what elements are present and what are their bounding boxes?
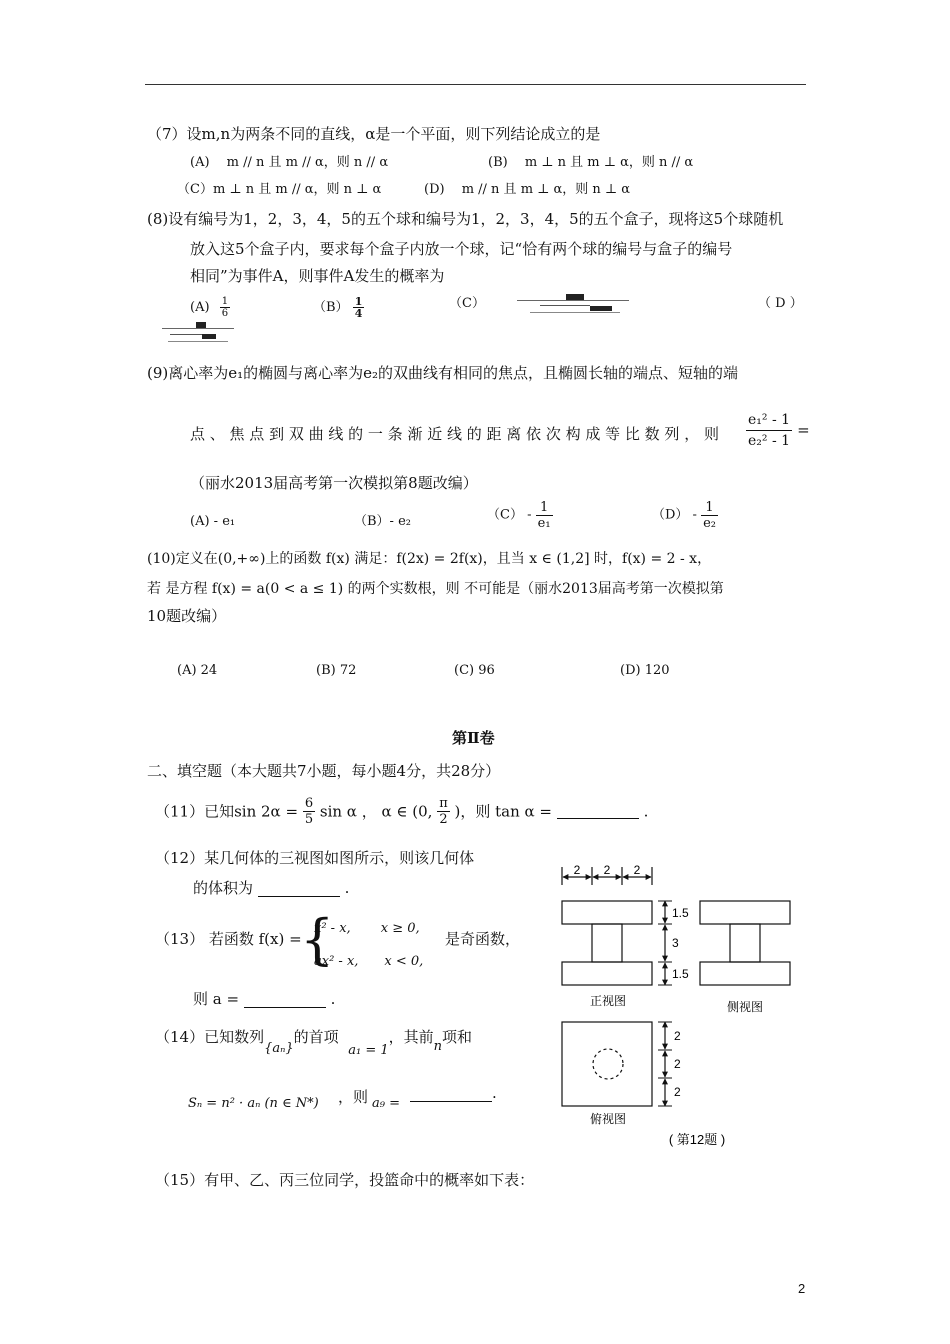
q13-tail: 是奇函数， xyxy=(445,930,521,948)
q7-option-a: (A) m // n 且 m // α，则 n // α xyxy=(190,155,389,170)
q8-option-d-label: （ D ） xyxy=(758,296,803,311)
q8-option-a xyxy=(190,296,230,319)
q9-ratio-numerator: e₁² - 1 xyxy=(746,410,792,431)
q9-option-d xyxy=(652,500,718,531)
q12-line-2 xyxy=(193,879,349,897)
q9-ratio-fraction xyxy=(746,410,792,451)
q9-option-d-fraction xyxy=(701,500,718,531)
top-view-square xyxy=(562,1022,652,1106)
q9-option-c xyxy=(487,500,553,531)
q11-suffix: )，则 tan α = xyxy=(454,802,553,821)
front-view-top-flange xyxy=(562,901,652,924)
top-view-label: 俯视图 xyxy=(589,1112,627,1126)
q9-equals: = xyxy=(797,421,810,439)
q8-option-a-label: (A) xyxy=(190,300,210,315)
q11-answer-blank[interactable] xyxy=(557,804,639,819)
dim-top-view-label-3: 2 xyxy=(674,1085,681,1099)
q9-option-d-numerator: 1 xyxy=(701,500,718,516)
q10-option-b: (B) 72 xyxy=(316,663,357,678)
q7-option-b: (B) m ⊥ n 且 m ⊥ α，则 n // α xyxy=(488,155,694,170)
side-view-top-flange xyxy=(700,901,790,924)
q11-numerator: 6 xyxy=(304,796,314,811)
front-view-label: 正视图 xyxy=(589,994,627,1008)
q8-option-b-label: （B） xyxy=(313,300,349,315)
three-view-figure xyxy=(540,855,810,1155)
q7-option-c: （C）m ⊥ n 且 m // α，则 n ⊥ α xyxy=(177,182,382,197)
q9-option-c-numerator: 1 xyxy=(536,500,553,516)
fill-in-section-heading: 二、填空题（本大题共7小题，每小题4分，共28分） xyxy=(147,762,501,780)
q8-option-b-fraction xyxy=(353,296,365,319)
q9-option-c-fraction xyxy=(536,500,553,531)
q13-case-2: ax² - x, x < 0, xyxy=(314,954,424,969)
front-view-web xyxy=(592,924,622,962)
part-two-title: 第Ⅱ卷 xyxy=(452,729,495,747)
q11-pi-numerator: π xyxy=(439,796,448,811)
q11 xyxy=(155,796,648,827)
q13-end: . xyxy=(330,990,336,1008)
q14-first-term: a₁ = 1 xyxy=(348,1043,389,1058)
q10-line-2: 若 是方程 f(x) = a(0 < a ≤ 1) 的两个实数根，则 不可能是（丽水2013届高考第一次模拟第 xyxy=(147,581,724,597)
q8-line-2: 放入这5个盒子内，要求每个盒子内放一个球，记“恰有两个球的编号与盒子的编号 xyxy=(190,240,733,258)
figure-caption: ( 第12题 ) xyxy=(668,1132,726,1147)
q14-n: n xyxy=(433,1039,442,1054)
q8-option-c-label: （C） xyxy=(449,296,485,311)
q8-option-b-denominator: 4 xyxy=(354,307,363,320)
q14-sequence: {aₙ} xyxy=(264,1041,294,1056)
q14-end: . xyxy=(492,1084,497,1102)
top-view-hidden-circle xyxy=(593,1049,623,1079)
q12-answer-blank[interactable] xyxy=(258,882,340,897)
q9-ratio xyxy=(746,410,810,451)
q8-option-a-fraction xyxy=(220,296,230,319)
q11-pi-denominator: 2 xyxy=(439,812,448,827)
q10-option-d: (D) 120 xyxy=(620,663,670,678)
q10-option-a: (A) 24 xyxy=(177,663,218,678)
dim-right-label-1: 1.5 xyxy=(672,906,689,920)
q11-pi-fraction xyxy=(437,796,450,827)
dim-top-view-label-1: 2 xyxy=(674,1029,681,1043)
q10-option-c: (C) 96 xyxy=(454,663,495,678)
dim-top-label-3: 2 xyxy=(633,863,641,877)
q9-source: （丽水2013届高考第一次模拟第8题改编） xyxy=(190,474,478,492)
q14-partial-label: ，其前 xyxy=(388,1028,434,1046)
q9-option-a: (A) - e₁ xyxy=(190,514,236,529)
q7-option-d: (D) m // n 且 m ⊥ α，则 n ⊥ α xyxy=(424,182,631,197)
q8-option-b-numerator: 1 xyxy=(354,295,363,308)
side-view-label: 侧视图 xyxy=(726,1000,764,1014)
q15-line-1: （15）有甲、乙、丙三位同学，投篮命中的概率如下表： xyxy=(155,1171,535,1189)
q8-option-a-numerator: 1 xyxy=(221,296,229,307)
q14-answer xyxy=(410,1083,497,1102)
q12-line-1: （12）某几何体的三视图如图所示，则该几何体 xyxy=(155,849,475,867)
q13-label: （13） 若函数 f(x) = xyxy=(155,930,302,948)
front-view-bottom-flange xyxy=(562,962,652,985)
q14-first-term-label: 的首项 xyxy=(293,1028,339,1046)
q9-ratio-denominator: e₂² - 1 xyxy=(748,433,791,449)
q10-line-1: (10)定义在(0,+∞)上的函数 f(x) 满足：f(2x) = 2f(x)，且当 x ∈ (1,2] 时，f(x) = 2 - x， xyxy=(147,551,712,567)
q9-line-2: 点 、 焦 点 到 双 曲 线 的 一 条 渐 近 线 的 距 离 依 次 构 成 等 比 数 列 ， 则 xyxy=(190,425,719,443)
q11-end: . xyxy=(643,802,649,821)
q7-stem: （7）设m,n为两条不同的直线，α是一个平面，则下列结论成立的是 xyxy=(147,125,601,143)
q14-a9: a₉ = xyxy=(372,1096,400,1111)
q14-answer-blank[interactable] xyxy=(410,1087,492,1102)
q8-option-b xyxy=(313,296,364,319)
dim-top-label-2: 2 xyxy=(603,863,611,877)
q12-end: . xyxy=(344,879,350,897)
dim-right-label-3: 1.5 xyxy=(672,967,689,981)
side-view-bottom-flange xyxy=(700,962,790,985)
q13-line-2 xyxy=(193,990,335,1008)
q8-option-a-denominator: 6 xyxy=(221,308,229,319)
q11-denominator: 5 xyxy=(304,812,314,827)
q14-intro: （14）已知数列 xyxy=(155,1028,265,1046)
q14-then: ，则 xyxy=(338,1088,369,1106)
q14-sum-label: 项和 xyxy=(442,1028,473,1046)
q11-middle: sin α ， α ∈ (0, xyxy=(319,802,433,821)
q9-option-c-label: （C） - xyxy=(487,507,532,523)
dim-right-label-2: 3 xyxy=(672,936,679,950)
q9-line-1: (9)离心率为e₁的椭圆与离心率为e₂的双曲线有相同的焦点，且椭圆长轴的端点、短轴的端 xyxy=(147,364,739,382)
q8-line-3: 相同”为事件A，则事件A发生的概率为 xyxy=(190,267,445,285)
q11-prefix: （11）已知sin 2α = xyxy=(155,802,299,821)
q13-answer-blank[interactable] xyxy=(244,993,326,1008)
q10-line-3: 10题改编） xyxy=(147,607,227,625)
header-rule xyxy=(145,84,806,85)
q14-line-1 xyxy=(155,1028,472,1059)
q14-sum-formula: Sₙ = n² · aₙ (n ∈ N*) xyxy=(188,1096,319,1111)
page-number: 2 xyxy=(798,1281,806,1296)
q9-option-b: （B）- e₂ xyxy=(354,514,411,529)
q8-line-1: (8)设有编号为1，2，3，4，5的五个球和编号为1，2，3，4，5的五个盒子，现将这5个球随机 xyxy=(147,210,784,228)
q9-option-d-denominator: e₂ xyxy=(703,516,716,531)
q9-option-d-label: （D） - xyxy=(652,507,697,523)
q13-brace: { xyxy=(300,908,335,971)
q13-line-2-text: 则 a = xyxy=(193,990,240,1008)
q9-option-c-denominator: e₁ xyxy=(537,516,551,531)
q13-case-1: x² - x, x ≥ 0, xyxy=(314,921,420,936)
dim-top-view-label-2: 2 xyxy=(674,1057,681,1071)
dim-top-label-1: 2 xyxy=(573,863,581,877)
q12-line-2-text: 的体积为 xyxy=(193,879,254,897)
side-view-web xyxy=(730,924,760,962)
q11-fraction xyxy=(303,796,315,827)
